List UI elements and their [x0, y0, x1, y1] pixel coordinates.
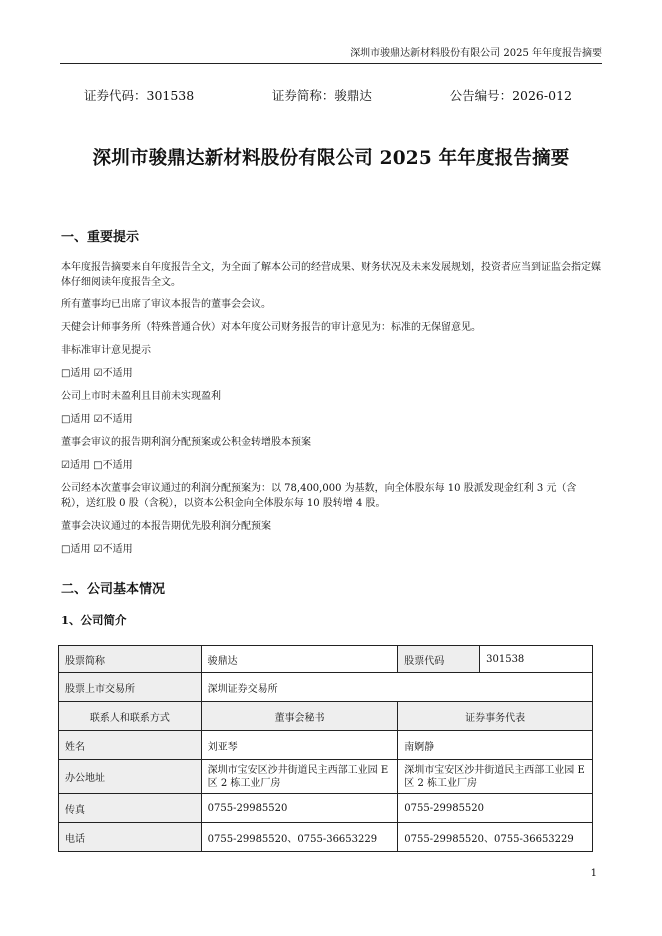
paragraph-summary-source: 本年度报告摘要来自年度报告全文，为全面了解本公司的经营成果、财务状况及未来发展规划，投资者应当到证监会指定媒体仔细阅读年度报告全文。: [61, 262, 601, 288]
stock-abbr-label: 股票简称: [59, 646, 202, 673]
rep-name: 南婀静: [398, 731, 593, 760]
name-label: 姓名: [59, 731, 202, 760]
table-row: [59, 823, 593, 852]
paragraph-audit-opinion: 天健会计师事务所（特殊普通合伙）对本年度公司财务报告的审计意见为：标准的无保留意见。: [61, 322, 481, 333]
page-number: 1: [590, 868, 597, 879]
secretary-label: 董事会秘书: [201, 702, 398, 731]
secretary-name: 刘亚琴: [201, 731, 398, 760]
paragraph-profit-distribution-label: 董事会审议的报告期利润分配预案或公积金转增股本预案: [61, 437, 311, 448]
table-row: [59, 731, 593, 760]
stock-code-value: 301538: [480, 646, 593, 673]
secretary-address: 深圳市宝安区沙井街道民主西部工业园 E 区 2 栋工业厂房: [201, 760, 398, 794]
section-heading-company-info: 二、公司基本情况: [61, 582, 166, 597]
contact-label: 联系人和联系方式: [59, 702, 202, 731]
stock-code: 证券代码：301538: [84, 88, 195, 103]
company-profile-table: [58, 645, 593, 852]
paragraph-distribution-plan: 公司经本次董事会审议通过的利润分配预案为：以 78,400,000 为基数，向全体股东每 10 股派发现金红利 3 元（含税），送红股 0 股（含税），以资本公积金向全体股东每 10 股转增 4 股。: [61, 483, 577, 509]
section-heading-important-notes: 一、重要提示: [61, 230, 140, 245]
stock-abbr-value: 骏鼎达: [201, 646, 398, 673]
checkbox-line-profit-distribution: ☑适用 □不适用: [61, 460, 133, 471]
fax-label: 传真: [59, 794, 202, 823]
paragraph-directors-attended: 所有董事均已出席了审议本报告的董事会会议。: [61, 299, 271, 310]
table-row: [59, 760, 593, 794]
phone-label: 电话: [59, 823, 202, 852]
rep-phone: 0755-29985520、0755-36653229: [398, 823, 593, 852]
rep-address: 深圳市宝安区沙井街道民主西部工业园 E 区 2 栋工业厂房: [398, 760, 593, 794]
checkbox-line-nonstandard-audit: □适用 ☑不适用: [61, 368, 133, 379]
announcement-meta: [84, 86, 572, 104]
paragraph-preferred-share-label: 董事会决议通过的本报告期优先股利润分配预案: [61, 521, 271, 532]
stock-abbreviation: 证券简称：骏鼎达: [271, 88, 372, 103]
running-header: 深圳市骏鼎达新材料股份有限公司 2025 年年度报告摘要: [350, 48, 602, 59]
rep-fax: 0755-29985520: [398, 794, 593, 823]
paragraph-nonstandard-audit-label: 非标准审计意见提示: [61, 345, 151, 356]
document-title: 深圳市骏鼎达新材料股份有限公司 2025 年年度报告摘要: [92, 148, 570, 169]
exchange-label: 股票上市交易所: [59, 673, 202, 702]
rep-label: 证券事务代表: [398, 702, 593, 731]
checkbox-line-preferred-share: □适用 ☑不适用: [61, 544, 133, 555]
secretary-fax: 0755-29985520: [201, 794, 398, 823]
table-row: [59, 702, 593, 731]
exchange-value: 深圳证券交易所: [201, 673, 592, 702]
stock-code-label: 股票代码: [398, 646, 480, 673]
table-row: [59, 646, 593, 673]
subsection-heading-company-profile: 1、公司简介: [61, 613, 127, 627]
notice-number: 公告编号：2026-012: [449, 88, 572, 103]
header-rule: [60, 63, 602, 64]
secretary-phone: 0755-29985520、0755-36653229: [201, 823, 398, 852]
paragraph-unprofitable-label: 公司上市时未盈利且目前未实现盈利: [61, 391, 221, 402]
address-label: 办公地址: [59, 760, 202, 794]
table-row: [59, 673, 593, 702]
table-row: [59, 794, 593, 823]
checkbox-line-unprofitable: □适用 ☑不适用: [61, 414, 133, 425]
